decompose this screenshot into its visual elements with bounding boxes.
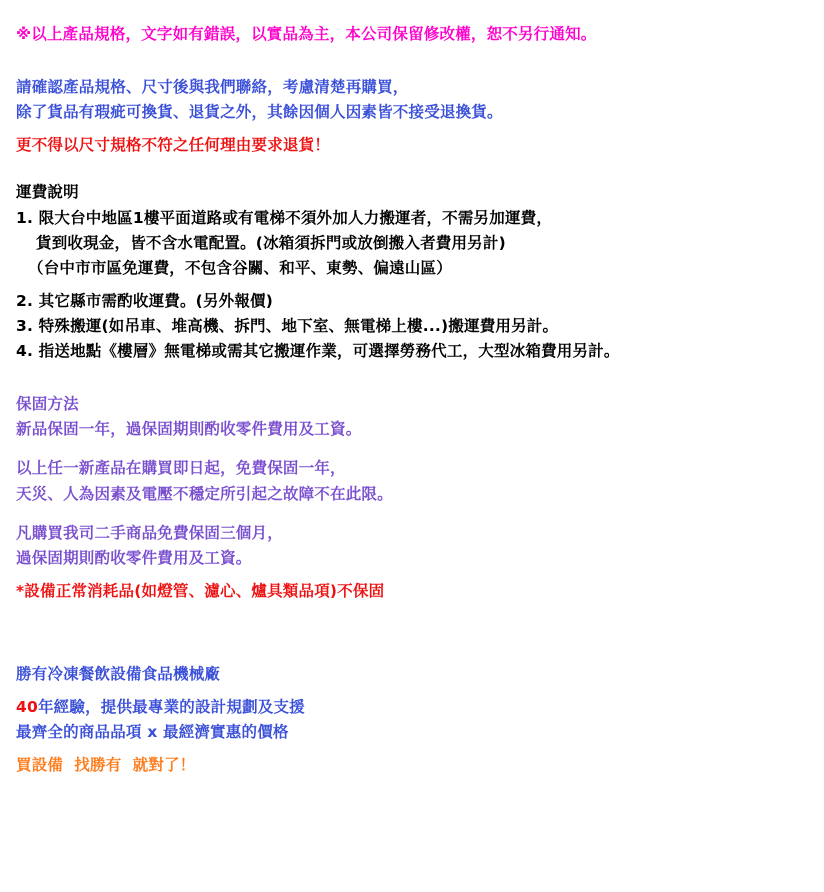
warranty-line-4: 凡購買我司二手商品免費保固三個月， (16, 523, 283, 542)
company-experience (16, 695, 810, 720)
spacer (16, 61, 810, 75)
spacer (16, 507, 810, 521)
company-years-text: 年經驗，提供最專業的設計規劃及支援 (37, 698, 305, 717)
spacer (16, 378, 810, 392)
spacer (16, 442, 810, 456)
confirm-line-2: 除了貨品有瑕疵可換貨、退貨之外，其餘因個人因素皆不接受退換貨。 (16, 103, 503, 122)
purchase-confirm-block (16, 75, 810, 158)
shipping-item-1-line-3: （台中市市區免運費，不包含谷關、和平、東勢、偏遠山區） (28, 258, 452, 277)
notice-block (16, 22, 810, 47)
warranty-line-6: *設備正常消耗品(如燈管、濾心、爐具類品項)不保固 (16, 581, 385, 600)
company-slogan: 最齊全的商品品項 x 最經濟實惠的價格 (16, 723, 289, 742)
company-name: 勝有冷凍餐飲設備食品機械廠 (16, 664, 221, 683)
shipping-item-1-line-1: 1. 限大台中地區1樓平面道路或有電梯不須外加人力搬運者，不需另加運費， (16, 208, 553, 227)
warranty-line-2: 以上任一新產品在購買即日起，免費保固一年， (16, 459, 346, 478)
warranty-line-1: 新品保固一年，過保固期則酌收零件費用及工資。 (16, 420, 362, 439)
shipping-item-2: 2. 其它縣市需酌收運費。(另外報價) (16, 291, 274, 310)
shipping-item-3: 3. 特殊搬運(如吊車、堆高機、拆門、地下室、無電梯上樓...)搬運費用另計。 (16, 316, 559, 335)
spacer (16, 281, 810, 289)
company-tagline: 買設備 找勝有 就對了！ (16, 756, 196, 775)
spacer (16, 125, 810, 133)
shipping-block (16, 180, 810, 364)
confirm-line-1: 請確認產品規格、尺寸後與我們聯絡，考慮清楚再購買， (16, 78, 409, 97)
warranty-heading: 保固方法 (16, 395, 79, 414)
shipping-heading: 運費說明 (16, 183, 79, 202)
warranty-line-3: 天災、人為因素及電壓不穩定所引起之故障不在此限。 (16, 484, 393, 503)
shipping-item-4: 4. 指送地點《樓層》無電梯或需其它搬運作業，可選擇勞務代工，大型冰箱費用另計。 (16, 342, 620, 361)
company-years-number: 40 (16, 698, 38, 717)
warranty-line-5: 過保固期則酌收零件費用及工資。 (16, 548, 252, 567)
company-block (16, 662, 810, 778)
spacer (16, 618, 810, 648)
spacer (16, 648, 810, 662)
spacer (16, 571, 810, 579)
shipping-item-1-line-2: 貨到收現金，皆不含水電配置。(冰箱須拆門或放倒搬入者費用另計) (36, 233, 506, 252)
confirm-line-3: 更不得以尺寸規格不符之任何理由要求退貨！ (16, 136, 331, 155)
spacer (16, 745, 810, 753)
spacer (16, 687, 810, 695)
warranty-block (16, 392, 810, 604)
spacer (16, 172, 810, 180)
notice-line: ※以上產品規格，文字如有錯誤，以實品為主，本公司保留修改權，恕不另行通知。 (16, 25, 597, 43)
